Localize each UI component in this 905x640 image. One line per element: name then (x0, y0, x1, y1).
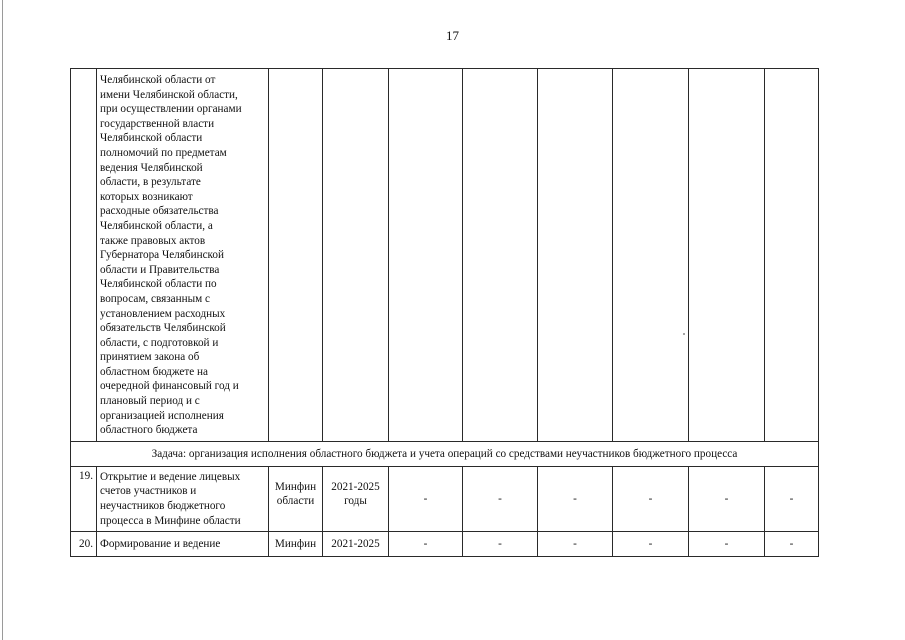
cell-value (463, 69, 538, 442)
row-value: - (463, 532, 538, 557)
table-row (71, 532, 819, 557)
cell-years (323, 69, 389, 442)
cell-number (71, 69, 97, 442)
table-row-continuation (71, 69, 819, 442)
row-number: 20. (71, 532, 97, 557)
table-row-task (71, 441, 819, 466)
cell-executor (269, 69, 323, 442)
row-description: Открытие и ведение лицевых счетов участников и неучастников бюджетного процесса в Минфине области (97, 466, 269, 531)
row-value: - (389, 466, 463, 531)
row-value: - (463, 466, 538, 531)
task-heading: Задача: организация исполнения областного бюджета и учета операций со средствами неучастников бюджетного процесса (71, 441, 819, 466)
program-table (70, 68, 819, 557)
row-value: - (613, 466, 689, 531)
cell-description: Челябинской области от имени Челябинской области, при осуществлении органами государственной власти Челябинской области полномочий по предметам ведения Челябинской области, в результате которых возникают расходные обязательства Челябинской области, а также правовых актов Губернатора Челябинской области и Правительства Челябинской области по вопросам, связанным с установлением расходных обязательств Челябинской области, с подготовкой и принятием закона об областном бюджете на очередной финансовый год и плановый период и с организацией исполнения областного бюджета (97, 69, 269, 442)
row-value: - (538, 532, 613, 557)
row-value: - (389, 532, 463, 557)
row-value: - (765, 466, 819, 531)
row-years: 2021-2025 (323, 532, 389, 557)
row-value: - (689, 532, 765, 557)
cell-value (689, 69, 765, 442)
row-executor: Минфин (269, 532, 323, 557)
row-value: - (538, 466, 613, 531)
row-value: - (765, 532, 819, 557)
scan-speck (683, 333, 685, 335)
cell-value (538, 69, 613, 442)
row-description: Формирование и ведение (97, 532, 269, 557)
cell-value (765, 69, 819, 442)
page-left-edge (2, 0, 3, 640)
cell-value (389, 69, 463, 442)
cell-value (613, 69, 689, 442)
row-executor: Минфин области (269, 466, 323, 531)
row-years: 2021-2025 годы (323, 466, 389, 531)
table-row (71, 466, 819, 531)
row-value: - (689, 466, 765, 531)
row-value: - (613, 532, 689, 557)
page-number: 17 (446, 28, 459, 43)
row-number: 19. (71, 466, 97, 531)
